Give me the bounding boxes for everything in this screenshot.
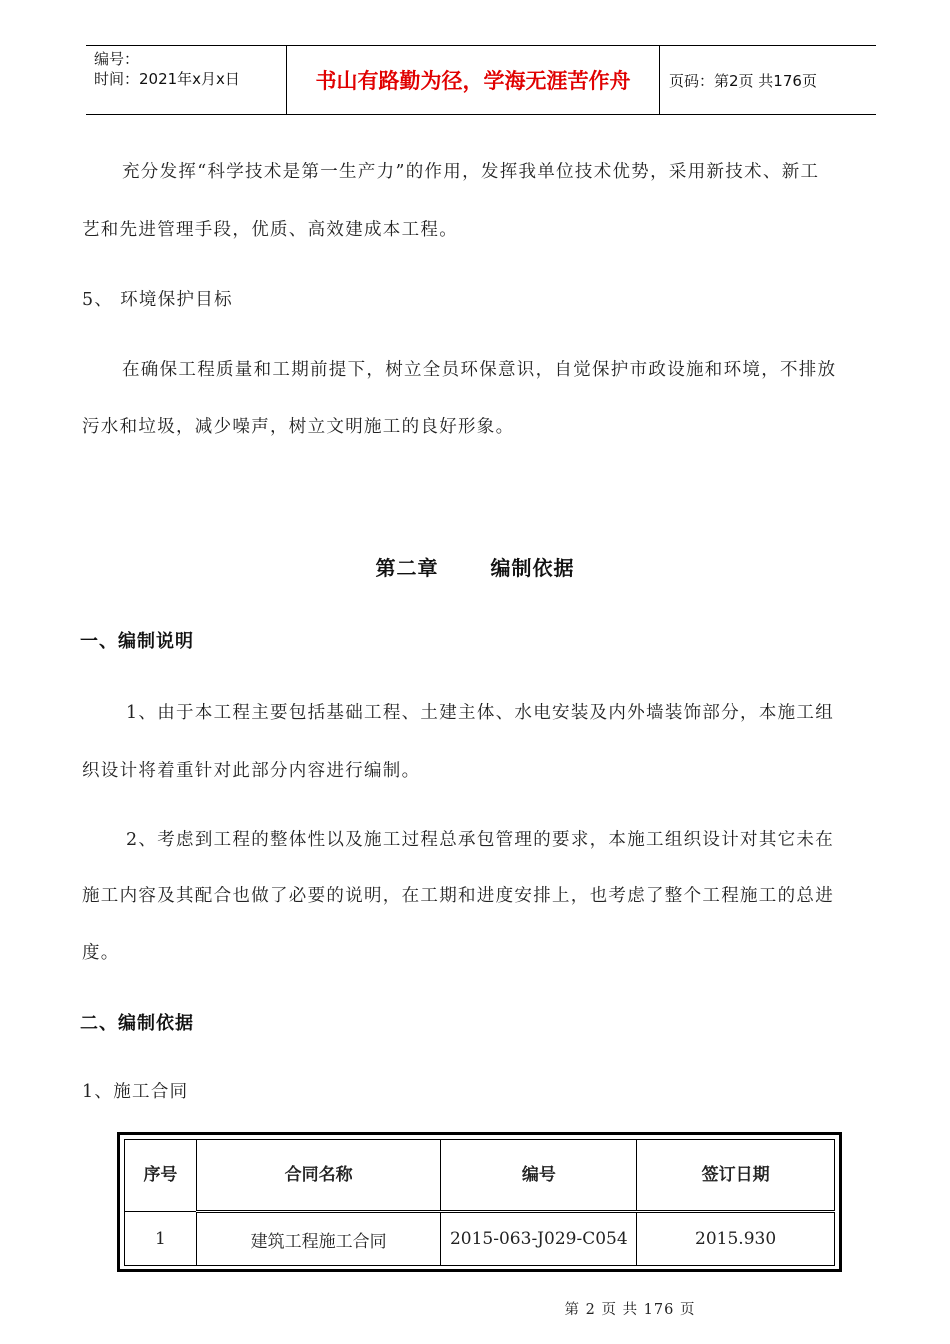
- paragraph-line: 充分发挥“科学技术是第一生产力”的作用，发挥我单位技术优势，采用新技术、新工: [122, 162, 820, 182]
- document-time: 时间：2021年x月x日: [94, 70, 240, 88]
- page-header: [86, 45, 876, 115]
- paragraph-line: 艺和先进管理手段，优质、高效建成本工程。: [82, 220, 458, 240]
- cell-sign-date: 2015.930: [637, 1212, 835, 1266]
- column-header-sign-date: 签订日期: [637, 1140, 835, 1212]
- paragraph-line: 织设计将着重针对此部分内容进行编制。: [82, 761, 421, 781]
- table-row: [125, 1212, 835, 1266]
- column-header-contract-number: 编号: [441, 1140, 637, 1212]
- section-heading: 一、编制说明: [80, 631, 194, 652]
- column-header-index: 序号: [125, 1140, 197, 1212]
- document-number-label: 编号：: [94, 50, 140, 68]
- paragraph-line: 在确保工程质量和工期前提下，树立全员环保意识，自觉保护市政设施和环境，不排放: [122, 360, 837, 380]
- contract-table: [124, 1139, 835, 1266]
- header-page-info: 页码：第2页 共176页: [669, 72, 817, 90]
- chapter-heading: [0, 552, 950, 581]
- chapter-number: 第二章: [375, 556, 439, 580]
- cell-index: 1: [125, 1212, 197, 1266]
- cell-contract-name: 建筑工程施工合同: [196, 1212, 441, 1266]
- column-header-contract-name: 合同名称: [196, 1140, 441, 1212]
- paragraph-line: 1、由于本工程主要包括基础工程、土建主体、水电安装及内外墙装饰部分，本施工组: [126, 703, 835, 723]
- header-meta: [94, 49, 240, 89]
- paragraph-line: 2、考虑到工程的整体性以及施工过程总承包管理的要求，本施工组织设计对其它未在: [126, 830, 835, 850]
- paragraph-line: 度。: [82, 943, 120, 963]
- header-motto: 书山有路勤为径，学海无涯苦作舟: [286, 46, 660, 114]
- cell-contract-number: 2015-063-J029-C054: [441, 1212, 637, 1266]
- section-heading: 二、编制依据: [80, 1013, 194, 1034]
- list-item-heading: 1、施工合同: [82, 1082, 189, 1102]
- paragraph-line: 污水和垃圾，减少噪声，树立文明施工的良好形象。: [82, 417, 515, 437]
- contract-table-frame: [117, 1132, 842, 1272]
- table-header-row: [125, 1140, 835, 1212]
- chapter-title: 编制依据: [490, 556, 575, 580]
- list-item-heading: 5、 环境保护目标: [82, 290, 233, 310]
- paragraph-line: 施工内容及其配合也做了必要的说明，在工期和进度安排上，也考虑了整个工程施工的总进: [82, 886, 834, 906]
- page-footer: 第 2 页 共 176 页: [564, 1302, 696, 1318]
